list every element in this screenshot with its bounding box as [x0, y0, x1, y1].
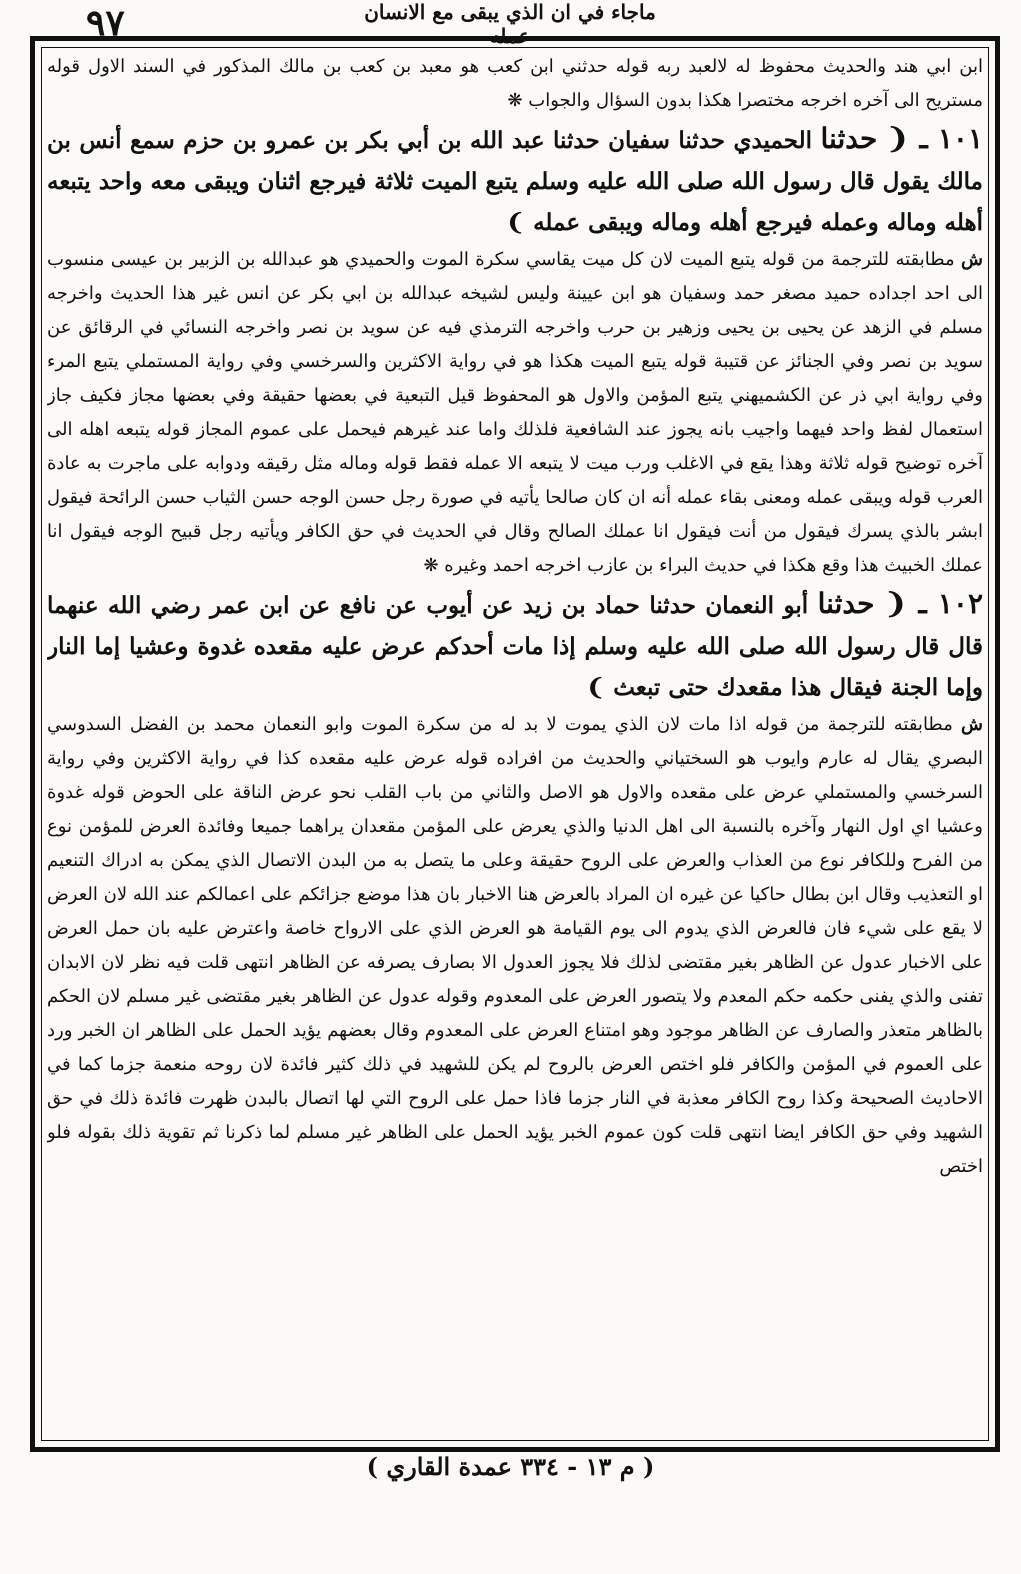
intro-paragraph: [47, 50, 983, 118]
hadith-101-text: الحميدي حدثنا سفيان حدثنا عبد الله بن أبي بكر بن عمرو بن حزم سمع أنس بن مالك يقول قال رسول الله صلى الله عليه وسلم يتبع الميت ثلاثة فيرجع اثنان ويبقى معه واحد يتبعه أهله وماله وعمله فيرجع أهله وماله ويبقى عمله ❩: [47, 127, 983, 236]
page-body: [47, 50, 983, 1442]
hadith-101: [47, 118, 983, 243]
commentary-101-lead: ش: [961, 249, 983, 270]
intro-text: ابن ابي هند والحديث محفوظ له لالعبد ربه قوله حدثني ابن كعب هو معبد بن كعب بن مالك المذكور في السند الاول قوله مستريح الى آخره اخرجه مختصرا هكذا بدون السؤال والجواب ❋: [47, 56, 983, 111]
hadith-102-number: ١٠٢ ـ ❨: [883, 587, 983, 620]
hadith-101-haddathana: حدثنا: [820, 122, 878, 155]
page-number: ٩٧: [86, 2, 125, 44]
commentary-101: [47, 243, 983, 583]
running-title: ماجاء في ان الذي يبقى مع الانسان عمله: [364, 0, 656, 48]
hadith-101-number: ١٠١ ـ ❨: [885, 122, 983, 155]
commentary-102-lead: ش: [961, 714, 983, 735]
hadith-102-text: أبو النعمان حدثنا حماد بن زيد عن أيوب عن نافع عن ابن عمر رضي الله عنهما قال قال رسول الله صلى الله عليه وسلم إذا مات أحدكم عرض عليه مقعده غدوة وعشيا إما النار وإما الجنة فيقال هذا مقعدك حتى تبعث ❩: [47, 592, 983, 701]
commentary-102: [47, 708, 983, 1184]
commentary-102-text: مطابقته للترجمة من قوله اذا مات لان الذي يموت لا بد له من سكرة الموت وابو النعمان محمد بن الفضل السدوسي البصري يقال له عارم وايوب هو السختياني والحديث من افراده قوله عرض عليه مقعده كذا في رواية الاكثرين وفي رواية السرخسي والمستملي عرض على مقعده والاول هو الاصل والثاني من باب القلب نحو عرض الناقة على الحوض قوله غدوة وعشيا اي اول النهار وآخره بالنسبة الى اهل الدنيا والذي يعرض على المؤمن مقعدان يراهما جميعا وفائدة العرض للمؤمن نوع من الفرح وللكافر نوع من العذاب والعرض على الروح حقيقة وعلى ما يتصل به من البدن الاتصال الذي يمكن به ادراك التنعيم او التعذيب وقال ابن بطال حاكيا عن غيره ان المراد بالعرض هنا الاخبار بان هذا موضع جزائكم على اعمالكم عند الله لان العرض لا يقع على شيء فان فالعرض الذي يدوم الى يوم القيامة هو العرض الذي على الارواح خاصة واعترض عليه بان حمل العرض على الاخبار عدول عن الظاهر بغير مقتضى لذلك فلا يجوز العدول الا بصارف يصرفه عن الظاهر انتهى قلت فيه نظر لان الابدان تفنى والذي يفنى حكمه حكم المعدم ولا يتصور العرض على المعدوم وقوله عدول عن الظاهر بغير مقتضى غير مسلم لان الحكم بالظاهر متعذر والصارف عن الظاهر موجود وهو امتناع العرض على المعدوم وقال بعضهم يؤيد الحمل على الظاهر ان الخبر ورد على العموم في المؤمن والكافر فلو اختص العرض بالروح لم يكن للشهيد في ذلك كثير فائدة لان روحه منعمة جزما كما في الاحاديث الصحيحة وكذا روح الكافر معذبة في النار جزما فاذا حمل على الروح التي لها اتصال بالبدن ظهرت فائدة ذلك في حق الشهيد وفي حق الكافر ايضا انتهى قلت كون عموم الخبر يؤيد الحمل على الظاهر غير مسلم لما ذكرنا ثم تقوية ذلك بقوله فلو اختص: [47, 714, 983, 1177]
page-footer-signature: ( م ١٣ - ٣٣٤ عمدة القاري ): [366, 1452, 655, 1481]
commentary-101-text: مطابقته للترجمة من قوله يتبع الميت لان كل ميت يقاسي سكرة الموت والحميدي هو عبدالله بن الزبير بن عيسى منسوب الى احد اجداده حميد مصغر حمد وسفيان هو ابن عيينة وليس لشيخه عبدالله بن ابي بكر عن انس غير هذا الحديث واخرجه مسلم في الزهد عن يحيى بن يحيى وزهير بن حرب واخرجه الترمذي فيه عن سويد بن نصر واخرجه النسائي في الرقائق عن سويد بن نصر وفي الجنائز عن قتيبة قوله يتبع الميت هكذا هو في رواية الاكثرين والسرخسي وفي رواية المستملي يتبع المرء وفي رواية ابي ذر عن الكشميهني يتبع المؤمن والاول هو المحفوظ قيل التبعية في بعضها حقيقة وفي بعضها مجاز فكيف جاز استعمال لفظ واحد فيهما واجيب بانه يجوز عند الشافعية فلذلك واما عند غيرهم فيحمل على عموم المجاز قوله يتبعه اهله الى آخره توضيح قوله ثلاثة وهذا يقع في الاغلب ورب ميت لا يتبعه الا عمله فقط قوله وماله مثل رقيقه ودوابه على ماجرت به عادة العرب قوله ويبقى عمله ومعنى بقاء عمله أنه ان كان صالحا يأتيه في صورة رجل حسن الوجه حسن الثياب حسن الرائحة فيقول ابشر بالذي يسرك فيقول من أنت فيقول انا عملك الصالح وقال في الحديث في حق الكافر ويأتيه رجل قبيح الوجه فيقول انا عملك الخبيث هذا وقع هكذا في حديث البراء بن عازب اخرجه احمد وغيره ❋: [47, 249, 983, 576]
hadith-102: [47, 583, 983, 708]
hadith-102-haddathana: حدثنا: [817, 587, 875, 620]
